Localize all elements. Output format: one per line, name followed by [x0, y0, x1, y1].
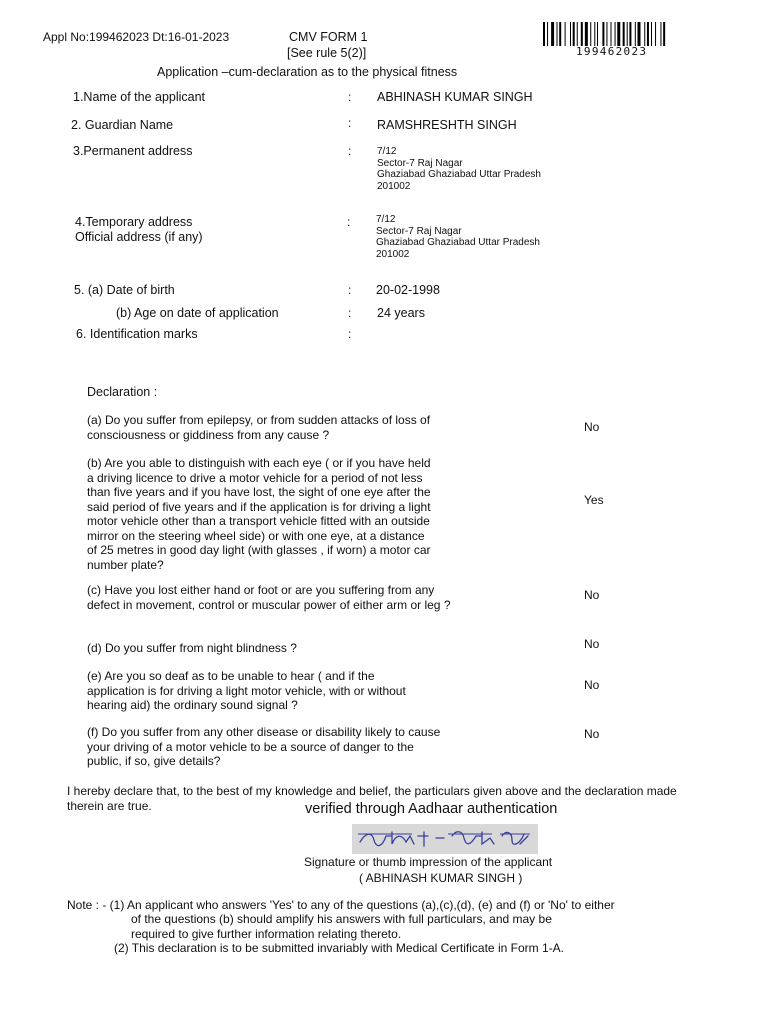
- barcode-bar: [627, 22, 628, 46]
- barcode-bar: [590, 22, 591, 46]
- guardian-name-label: 2. Guardian Name: [71, 118, 174, 132]
- temporary-address-label: 4.Temporary address: [75, 215, 193, 229]
- barcode-bar: [629, 22, 631, 46]
- barcode-bar: [543, 22, 545, 46]
- age-label: (b) Age on date of application: [116, 306, 279, 320]
- colon: :: [348, 306, 352, 320]
- colon: :: [348, 116, 352, 130]
- declaration-heading: Declaration :: [87, 385, 158, 399]
- barcode-bar: [547, 22, 548, 46]
- barcode-bar: [557, 22, 558, 46]
- barcode-bar: [651, 22, 652, 46]
- barcode-bar: [570, 22, 571, 46]
- answer-d: No: [584, 637, 600, 651]
- question-d: (d) Do you suffer from night blindness ?: [87, 641, 297, 655]
- question-a: (a) Do you suffer from epilepsy, or from sudden attacks of loss of consciousness or giddiness from any cause ?: [87, 413, 431, 442]
- form-subtitle: Application –cum-declaration as to the physical fitness: [157, 65, 458, 79]
- question-c: (c) Have you lost either hand or foot or are you suffering from any defect in movement, control or muscular power of either arm or leg ?: [87, 583, 451, 612]
- signature-caption: Signature or thumb impression of the applicant: [304, 855, 553, 869]
- aadhaar-verified-text: verified through Aadhaar authentication: [305, 801, 558, 817]
- note-1-line-3: required to give further information relating thereto.: [131, 927, 402, 941]
- answer-b: Yes: [584, 493, 604, 507]
- barcode-bar: [638, 22, 641, 46]
- colon: :: [348, 283, 352, 297]
- question-e: (e) Are you so deaf as to be unable to hear ( and if the application is for driving a light motor vehicle, with or without hearing aid) the ordinary sound signal ?: [87, 669, 406, 712]
- official-address-label: Official address (if any): [75, 230, 203, 244]
- applicant-name-label: 1.Name of the applicant: [73, 90, 206, 104]
- identification-marks-label: 6. Identification marks: [76, 327, 198, 341]
- address-line: 7/12: [377, 146, 397, 157]
- barcode-bar: [635, 22, 636, 46]
- guardian-name-value: RAMSHRESHTH SINGH: [377, 118, 517, 132]
- signature-name: ( ABHINASH KUMAR SINGH ): [359, 871, 523, 885]
- question-b: (b) Are you able to distinguish with each eye ( or if you have held a driving licence to drive a motor vehicle for a period of not less than five years and if you have lost, the sight of one eye after the said period of five years and if the application is for driving a light motor vehicle other than a transport vehicle fitted with an outside mirror on the steering wheel side) or with one eye, at a distance of 25 metres in good day light (with glasses , if worn) a motor car number plate?: [87, 456, 431, 572]
- dob-value: 20-02-1998: [376, 283, 440, 297]
- barcode-bar: [602, 22, 604, 46]
- barcode-bar: [611, 22, 612, 46]
- colon: :: [347, 215, 351, 229]
- address-line: Sector-7 Raj Nagar: [377, 157, 463, 169]
- permanent-address-label: 3.Permanent address: [73, 144, 193, 158]
- colon: :: [348, 144, 352, 158]
- barcode-bar: [660, 22, 661, 46]
- barcode-bar: [594, 22, 595, 46]
- rule-reference: [See rule 5(2)]: [287, 46, 367, 60]
- application-number: Appl No:199462023 Dt:16-01-2023: [43, 30, 230, 44]
- barcode-bar: [623, 22, 625, 46]
- answer-e: No: [584, 678, 600, 692]
- address-line: Sector-7 Raj Nagar: [376, 225, 462, 237]
- address-line: 201002: [376, 248, 410, 260]
- address-line: 201002: [377, 180, 411, 192]
- barcode-bar: [617, 22, 620, 46]
- answer-c: No: [584, 588, 600, 602]
- barcode-bar: [647, 22, 649, 46]
- barcode-bar: [577, 22, 578, 46]
- note-1-line-2: of the questions (b) should amplify his answers with full particulars, and may be: [131, 912, 552, 926]
- signature-image: [352, 824, 538, 854]
- temporary-address-value: [376, 214, 540, 260]
- address-line: Ghaziabad Ghaziabad Uttar Pradesh: [376, 237, 540, 248]
- form-title: CMV FORM 1: [289, 30, 368, 44]
- barcode-bar: [606, 22, 607, 46]
- colon: :: [348, 90, 352, 104]
- answer-f: No: [584, 727, 600, 741]
- applicant-name-value: ABHINASH KUMAR SINGH: [377, 90, 533, 104]
- note-2: (2) This declaration is to be submitted invariably with Medical Certificate in Form 1-A.: [114, 941, 564, 955]
- signature-scribble: [352, 824, 538, 854]
- address-line: 7/12: [376, 214, 396, 225]
- barcode: [543, 22, 711, 46]
- barcode-bar: [615, 22, 616, 46]
- barcode-bar: [581, 22, 583, 46]
- permanent-address-value: [377, 146, 541, 192]
- barcode-bar: [565, 22, 566, 46]
- barcode-bar: [559, 22, 561, 46]
- barcode-bar: [655, 22, 656, 46]
- address-line: Ghaziabad Ghaziabad Uttar Pradesh: [377, 169, 541, 180]
- barcode-bar: [551, 22, 554, 46]
- barcode-bar: [585, 22, 588, 46]
- barcode-bar: [573, 22, 575, 46]
- barcode-bar: [597, 22, 598, 46]
- barcode-bar: [663, 22, 665, 46]
- self-declaration-text: I hereby declare that, to the best of my knowledge and belief, the particulars given above and the declaration made therein are true.: [67, 784, 677, 813]
- colon: :: [348, 327, 352, 341]
- answer-a: No: [584, 420, 600, 434]
- note-1-line-1: Note : - (1) An applicant who answers 'Yes' to any of the questions (a),(c),(d), (e) and (f) or 'No' to either: [67, 898, 615, 912]
- barcode-bar: [644, 22, 645, 46]
- dob-label: 5. (a) Date of birth: [74, 283, 175, 297]
- barcode-number: 199462023: [576, 45, 648, 58]
- age-value: 24 years: [377, 306, 425, 320]
- question-f: (f) Do you suffer from any other disease or disability likely to cause your driving of a motor vehicle to be a source of danger to the public, if so, give details?: [87, 725, 441, 768]
